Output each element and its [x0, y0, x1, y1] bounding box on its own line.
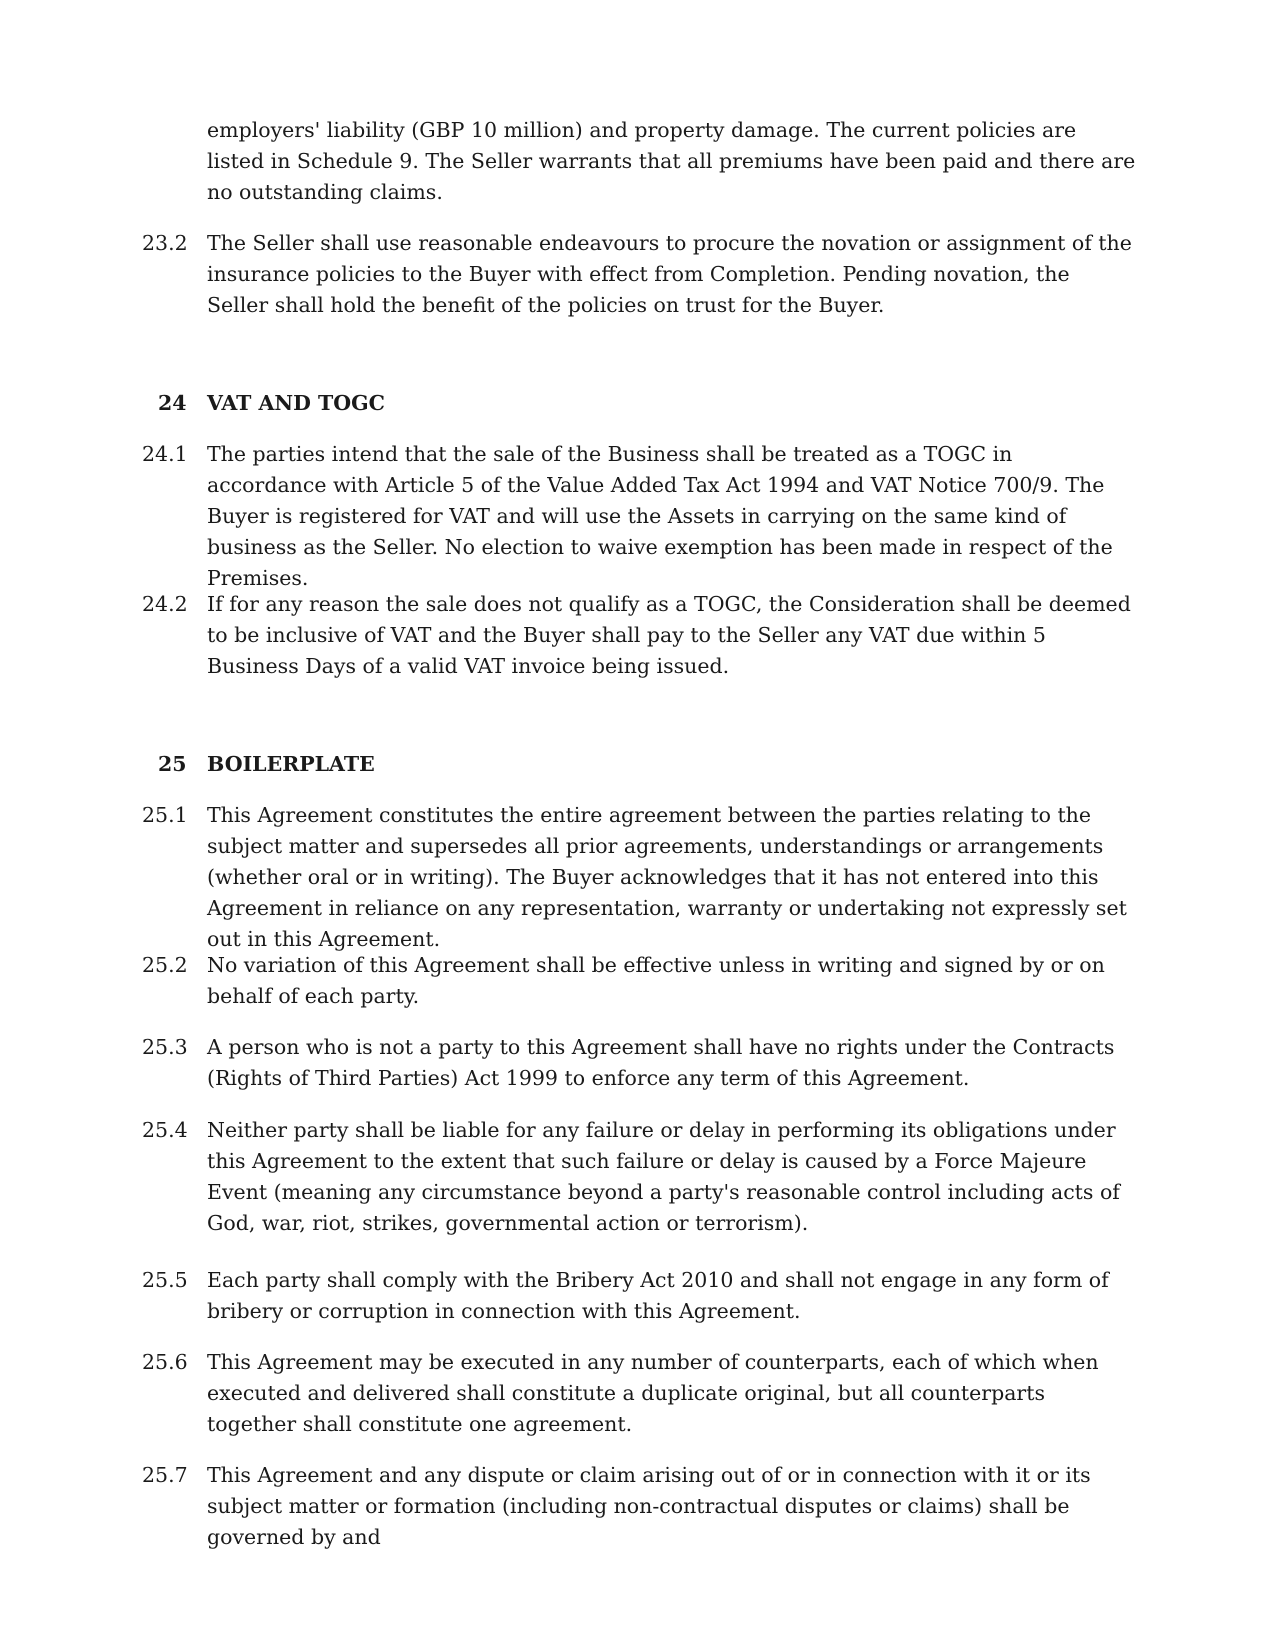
clause-text: This Agreement may be executed in any number of counterparts, each of which when executed and delivered shall constitute a duplicate original, but all counterparts together shall constitute one agreement.: [207, 1350, 1099, 1436]
clause-number: 25.1: [142, 803, 188, 827]
clause-number: 25.4: [142, 1118, 188, 1142]
clause-number: 25.5: [142, 1268, 188, 1292]
clause-text: This Agreement constitutes the entire agreement between the parties relating to the subject matter and supersedes all prior agreements, understandings or arrangements (whether oral or in writing). The Buyer acknowledges that it has not entered into this Agreement in reliance on any representation, warranty or undertaking not expressly set out in this Agreement.: [207, 803, 1127, 951]
clause-text: The parties intend that the sale of the Business shall be treated as a TOGC in accordance with Article 5 of the Value Added Tax Act 1994 and VAT Notice 700/9. The Buyer is registered for VAT and will use the Assets in carrying on the same kind of business as the Seller. No election to waive exemption has been made in respect of the Premises.: [207, 442, 1113, 590]
clause-text: Neither party shall be liable for any failure or delay in performing its obligations under this Agreement to the extent that such failure or delay is caused by a Force Majeure Event (meaning any circumstance beyond a party's reasonable control including acts of God, war, riot, strikes, governmental action or terrorism).: [207, 1118, 1120, 1235]
clause-number: 25.3: [142, 1035, 188, 1059]
clause-text: A person who is not a party to this Agreement shall have no rights under the Contracts (Rights of Third Parties) Act 1999 to enforce any term of this Agreement.: [207, 1035, 1115, 1090]
clause-number: 25.7: [142, 1463, 188, 1487]
section-number: 25: [158, 752, 187, 776]
clause-text: The Seller shall use reasonable endeavours to procure the novation or assignment of the insurance policies to the Buyer with effect from Completion. Pending novation, the Seller shall hold the benefit of the policies on trust for the Buyer.: [207, 231, 1132, 317]
clause-number: 23.2: [142, 231, 188, 255]
clause-number: 24.1: [142, 442, 188, 466]
clause-number: 25.6: [142, 1350, 188, 1374]
clause-number: 24.2: [142, 592, 188, 616]
clause-number: 25.2: [142, 953, 188, 977]
clause-text: If for any reason the sale does not qualify as a TOGC, the Consideration shall be deemed to be inclusive of VAT and the Buyer shall pay to the Seller any VAT due within 5 Business Days of a valid VAT invoice being issued.: [207, 592, 1131, 678]
section-number: 24: [158, 391, 187, 415]
clause-text: Each party shall comply with the Bribery Act 2010 and shall not engage in any form of bribery or corruption in connection with this Agreement.: [207, 1268, 1109, 1323]
clause-text: No variation of this Agreement shall be effective unless in writing and signed by or on behalf of each party.: [207, 953, 1105, 1008]
paragraph-text: employers' liability (GBP 10 million) and property damage. The current policies are listed in Schedule 9. The Seller warrants that all premiums have been paid and there are no outstanding claims.: [207, 118, 1136, 204]
section-title: VAT AND TOGC: [207, 391, 385, 415]
clause-text: This Agreement and any dispute or claim arising out of or in connection with it or its subject matter or formation (including non-contractual disputes or claims) shall be governed by and: [207, 1463, 1091, 1549]
section-title: BOILERPLATE: [207, 752, 375, 776]
